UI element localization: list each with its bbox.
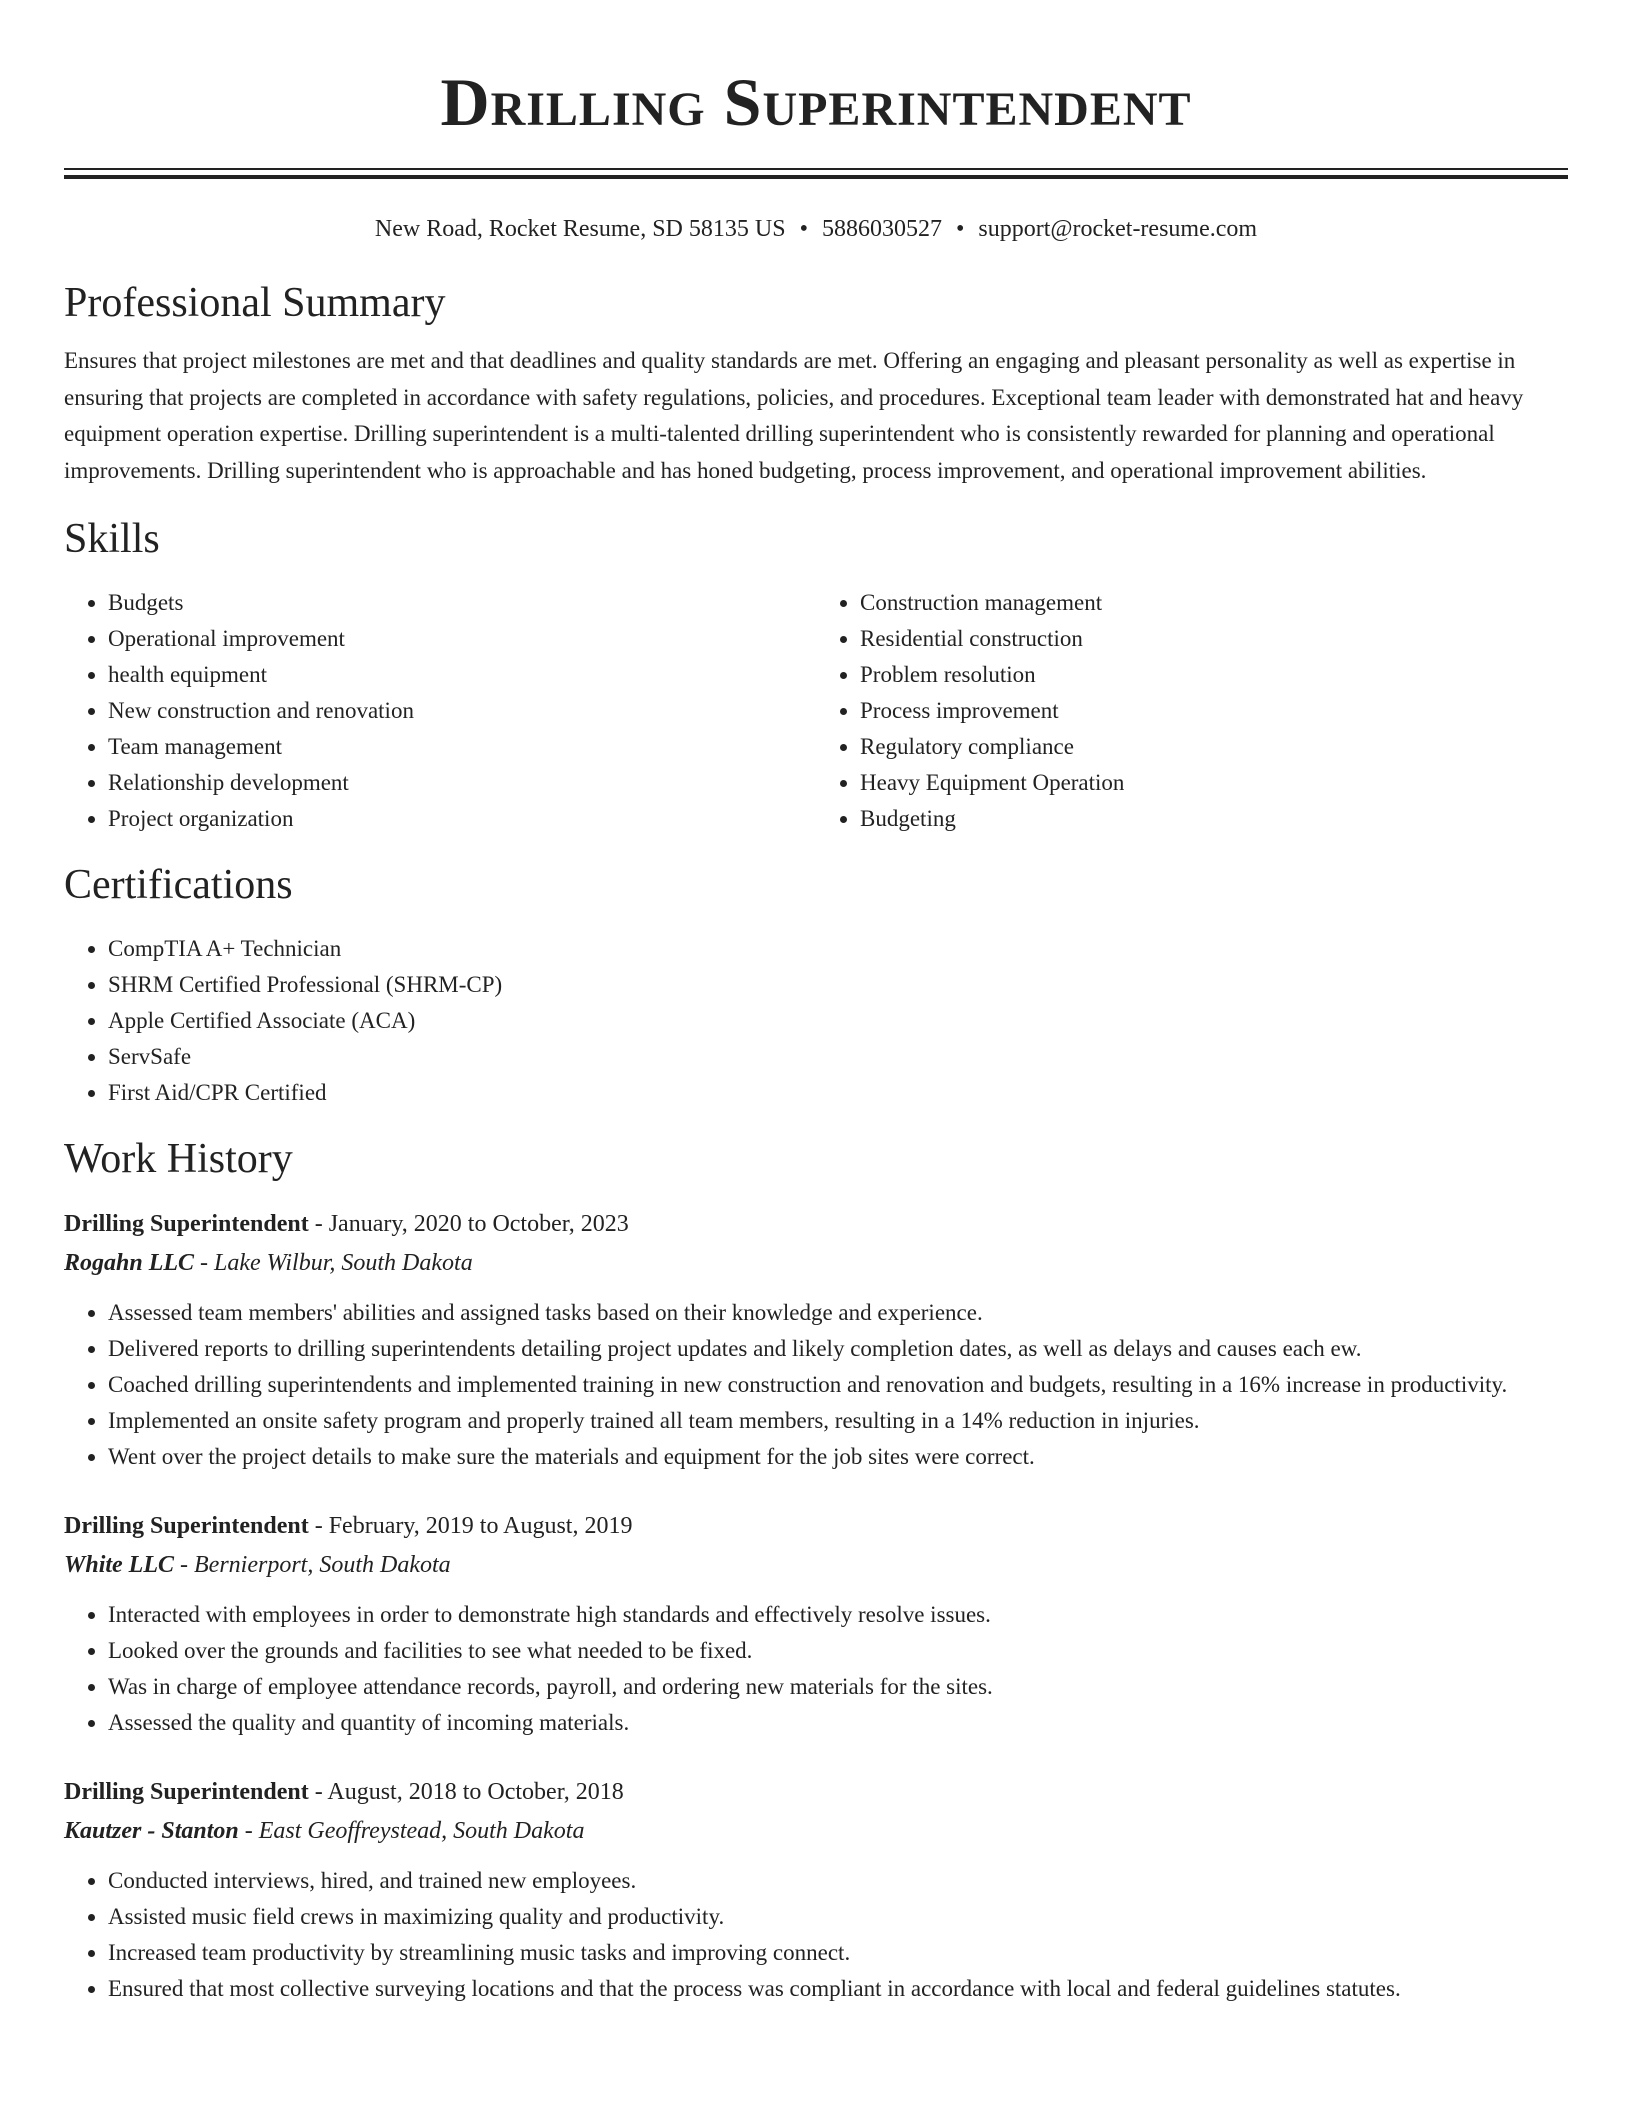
- job-bullet: • Ensured that most collective surveying locations and that the process was compliant in accordance with local and federal guidelines statutes.: [108, 1971, 1568, 2007]
- contact-separator: •: [955, 216, 965, 242]
- certifications-list: [64, 931, 1568, 1111]
- job-title-line: Drilling Superintendent - January, 2020 to October, 2023: [64, 1211, 629, 1237]
- skill-item: • Budgets: [108, 585, 816, 621]
- contact-address: New Road, Rocket Resume, SD 58135 US: [374, 216, 786, 242]
- job-dates: August, 2018 to October, 2018: [327, 1779, 624, 1805]
- job-company: Rogahn LLC: [64, 1250, 195, 1276]
- job-entry: [64, 1205, 1568, 1475]
- summary-text: Ensures that project milestones are met and that deadlines and quality standards are met. Offering an engaging and pleasant personality as well as expertise in ensuring that projects are completed in accordance with safety regulations, policies, and procedures. Exceptional team leader with demonstrated hat and heavy equipment operation expertise. Drilling superintendent is a multi-talented drilling superintendent who is consistently rewarded for planning and operational improvements. Drilling superintendent who is approachable and has honed budgeting, process improvement, and operational improvement abilities.: [64, 348, 1524, 483]
- job-bullet: • Implemented an onsite safety program and properly trained all team members, resulting in a 14% reduction in injuries.: [108, 1403, 1568, 1439]
- certification-item: • SHRM Certified Professional (SHRM-CP): [108, 967, 1568, 1003]
- job-title: Drilling Superintendent: [64, 1513, 309, 1539]
- contact-separator: •: [799, 216, 808, 242]
- contact-phone[interactable]: 5886030527: [821, 216, 942, 242]
- skills-grid: [64, 585, 1568, 837]
- job-location: Bernierport, South Dakota: [194, 1552, 451, 1578]
- skill-item: • Problem resolution: [860, 657, 1568, 693]
- job-title: Drilling Superintendent: [64, 1779, 309, 1805]
- work-history-heading: Work History: [64, 1136, 293, 1182]
- job-company: White LLC: [64, 1552, 175, 1578]
- skill-item: • Operational improvement: [108, 621, 816, 657]
- certification-item: • First Aid/CPR Certified: [108, 1075, 1568, 1111]
- skills-list-left: [64, 585, 816, 837]
- certification-item: • ServSafe: [108, 1039, 1568, 1075]
- job-bullet: • Was in charge of employee attendance records, payroll, and ordering new materials for the sites.: [108, 1669, 1568, 1705]
- job-bullet: • Conducted interviews, hired, and trained new employees.: [108, 1863, 1568, 1899]
- job-bullet: • Assessed the quality and quantity of incoming materials.: [108, 1705, 1568, 1741]
- job-bullets: [64, 1597, 1568, 1741]
- contact-email[interactable]: support@rocket-resume.com: [978, 216, 1258, 242]
- job-bullet: • Coached drilling superintendents and implemented training in new construction and renovation and budgets, resulting in a 16% increase in productivity.: [108, 1367, 1568, 1403]
- resume-page: [64, 0, 1568, 2007]
- job-bullet: • Looked over the grounds and facilities to see what needed to be fixed.: [108, 1633, 1568, 1669]
- job-title-line: Drilling Superintendent - February, 2019 to August, 2019: [64, 1513, 633, 1539]
- job-bullet: • Went over the project details to make sure the materials and equipment for the job sites were correct.: [108, 1439, 1568, 1475]
- job-company: Kautzer - Stanton: [64, 1818, 239, 1844]
- skill-item: • Budgeting: [860, 801, 1568, 837]
- skills-heading: Skills: [64, 516, 160, 562]
- resume-title: Drilling Superintendent: [440, 64, 1192, 140]
- job-bullets: [64, 1863, 1568, 2007]
- contact-line: [64, 213, 1568, 245]
- title-divider: [64, 168, 1568, 179]
- job-dates: January, 2020 to October, 2023: [328, 1211, 629, 1237]
- summary-heading: Professional Summary: [64, 280, 446, 326]
- skill-item: • Team management: [108, 729, 816, 765]
- job-company-line: Rogahn LLC - Lake Wilbur, South Dakota: [64, 1250, 473, 1276]
- job-title: Drilling Superintendent: [64, 1211, 309, 1237]
- certification-item: • CompTIA A+ Technician: [108, 931, 1568, 967]
- job-bullet: • Assisted music field crews in maximizing quality and productivity.: [108, 1899, 1568, 1935]
- skill-item: • Heavy Equipment Operation: [860, 765, 1568, 801]
- job-bullet: • Delivered reports to drilling superintendents detailing project updates and likely completion dates, as well as delays and causes each ew.: [108, 1331, 1568, 1367]
- job-location: Lake Wilbur, South Dakota: [214, 1250, 473, 1276]
- skill-item: • health equipment: [108, 657, 816, 693]
- job-entry: [64, 1773, 1568, 2007]
- job-title-line: Drilling Superintendent - August, 2018 to October, 2018: [64, 1779, 624, 1805]
- job-bullet: • Interacted with employees in order to demonstrate high standards and effectively resolve issues.: [108, 1597, 1568, 1633]
- skill-item: • Project organization: [108, 801, 816, 837]
- job-entry: [64, 1507, 1568, 1741]
- skill-item: • Construction management: [860, 585, 1568, 621]
- skills-list-right: [816, 585, 1568, 837]
- job-company-line: Kautzer - Stanton - East Geoffreystead, South Dakota: [64, 1818, 585, 1844]
- job-bullet: • Assessed team members' abilities and assigned tasks based on their knowledge and experience.: [108, 1295, 1568, 1331]
- skill-item: • Relationship development: [108, 765, 816, 801]
- job-bullet: • Increased team productivity by streamlining music tasks and improving connect.: [108, 1935, 1568, 1971]
- skill-item: • Residential construction: [860, 621, 1568, 657]
- job-company-line: White LLC - Bernierport, South Dakota: [64, 1552, 451, 1578]
- job-bullets: [64, 1295, 1568, 1475]
- skill-item: • Process improvement: [860, 693, 1568, 729]
- skill-item: • Regulatory compliance: [860, 729, 1568, 765]
- certifications-heading: Certifications: [64, 862, 293, 908]
- certification-item: • Apple Certified Associate (ACA): [108, 1003, 1568, 1039]
- job-location: East Geoffreystead, South Dakota: [258, 1818, 585, 1844]
- job-dates: February, 2019 to August, 2019: [328, 1513, 633, 1539]
- skill-item: • New construction and renovation: [108, 693, 816, 729]
